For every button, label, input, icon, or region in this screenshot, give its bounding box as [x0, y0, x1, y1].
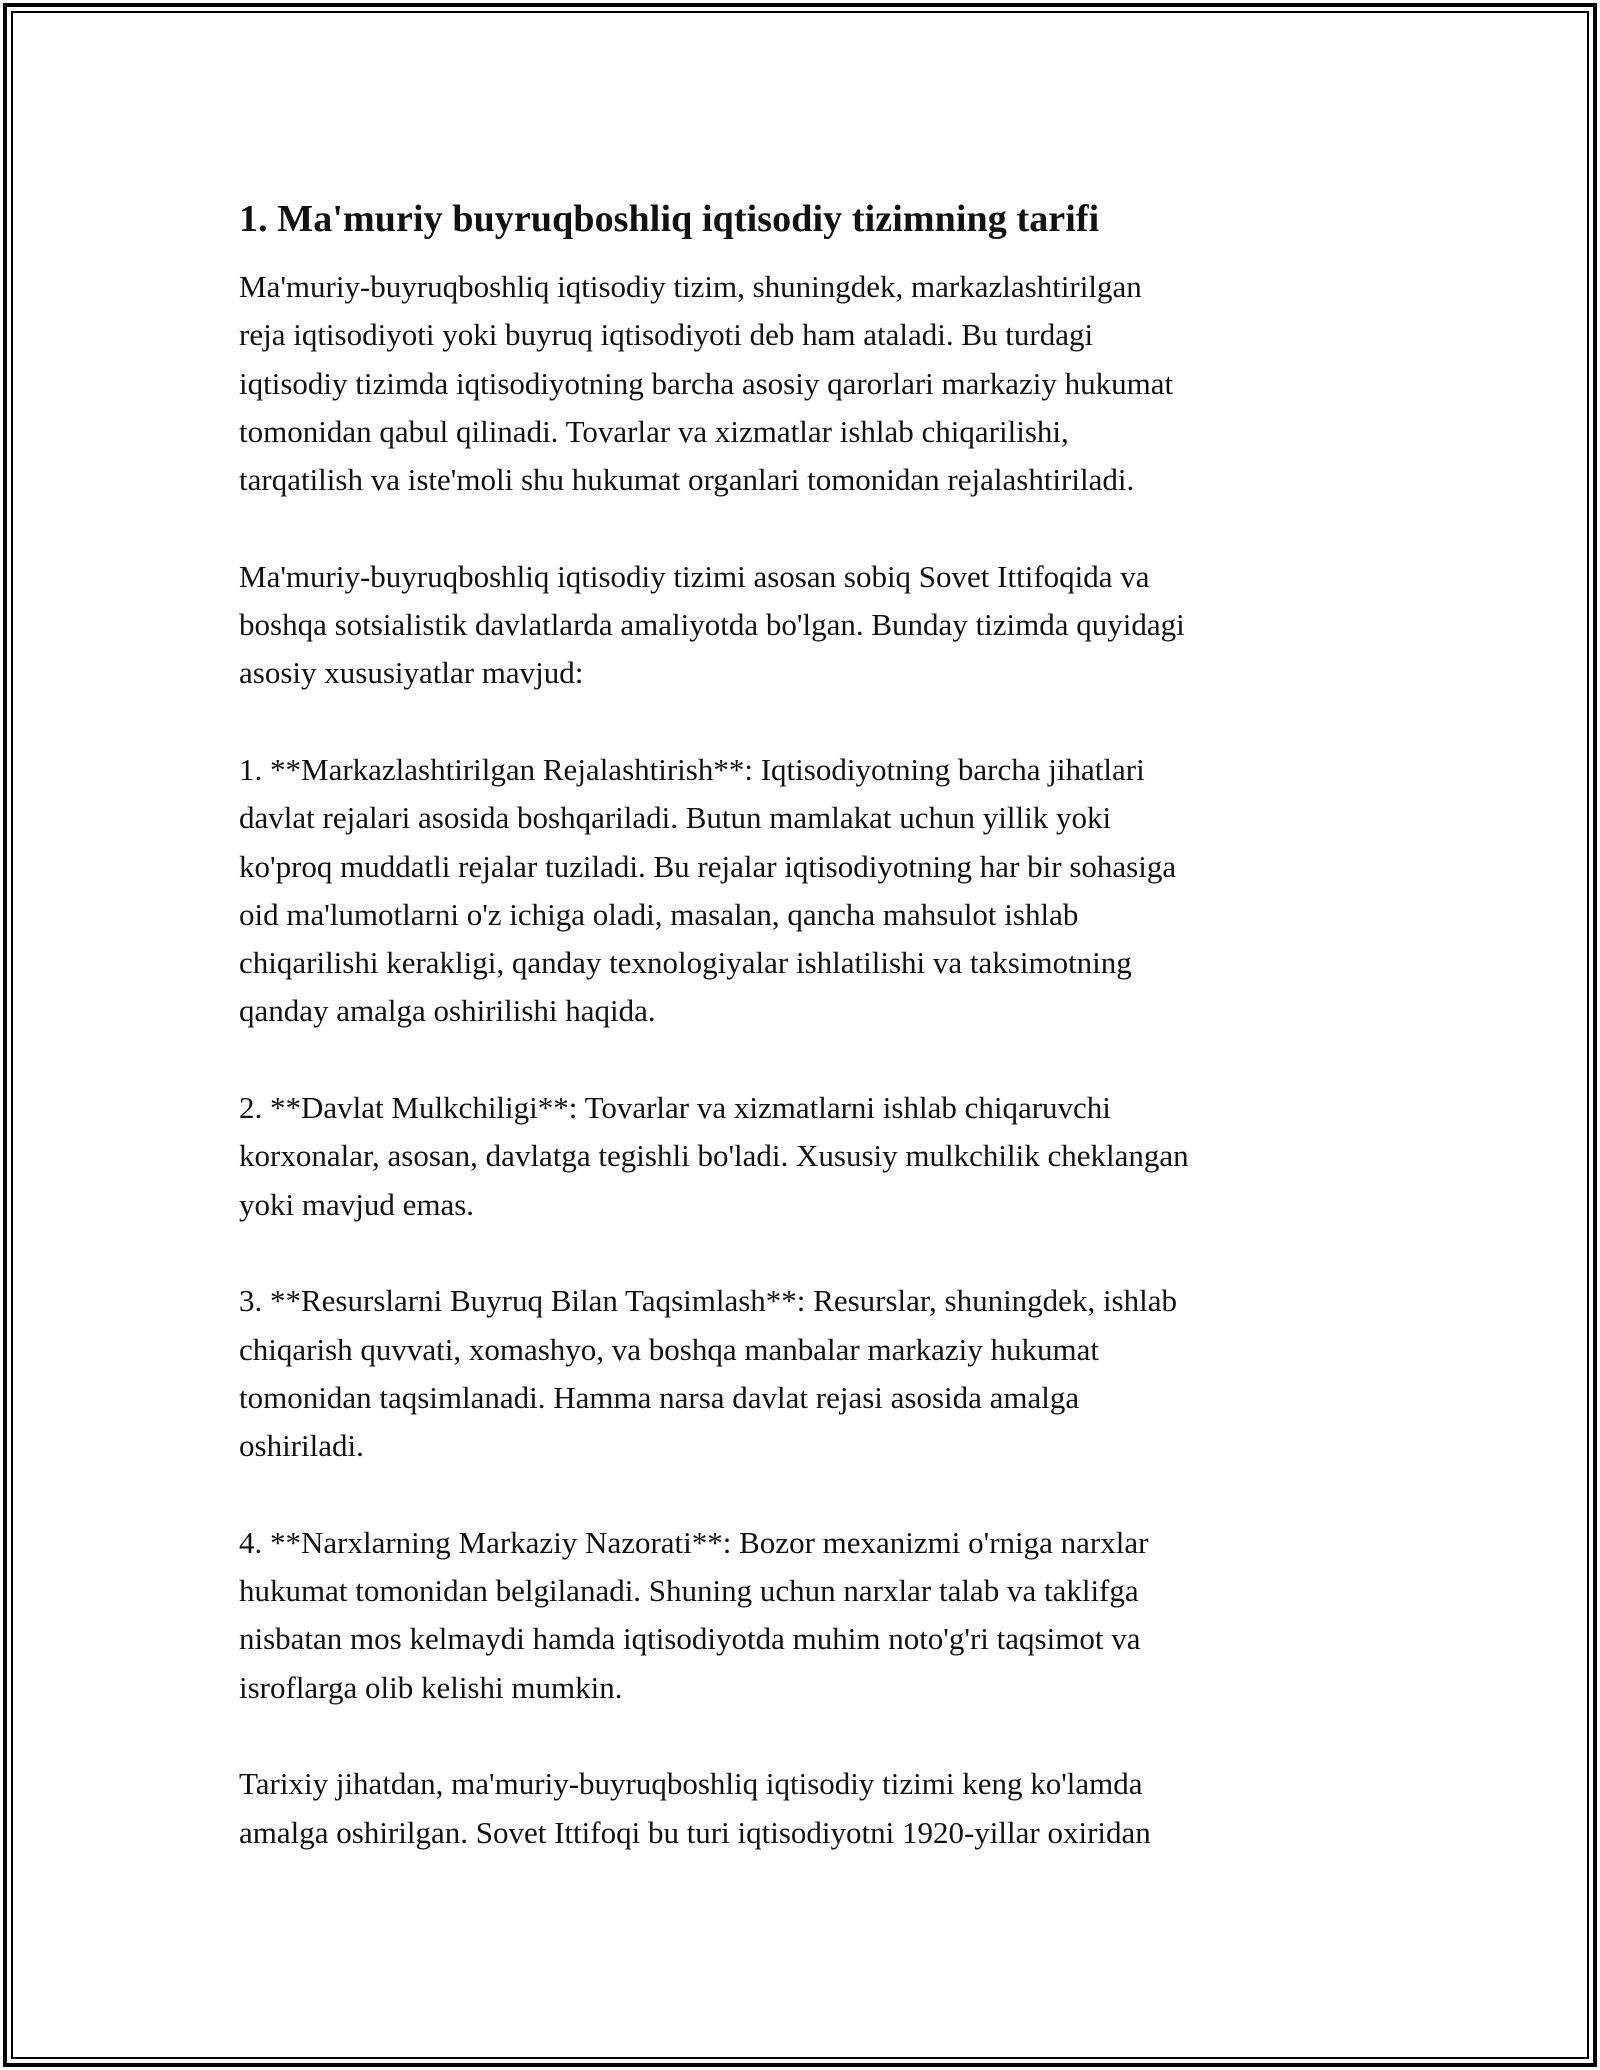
paragraph-feature-prices: 4. **Narxlarning Markaziy Nazorati**: Bozor mexanizmi o'rniga narxlar hukumat tomonidan belgilanadi. Shuning uchun narxlar talab va taklifga nisbatan mos kelmaydi hamda iqtisodiyotda muhim noto'g'ri taqsimot va isroflarga olib kelishi mumkin. — [239, 1524, 1149, 1705]
paragraph-feature-ownership: 2. **Davlat Mulkchiligi**: Tovarlar va xizmatlarni ishlab chiqaruvchi korxonalar, asosan, davlatga tegishli bo'ladi. Xususiy mulkchilik cheklangan yoki mavjud emas. — [239, 1090, 1189, 1222]
paragraph-history-intro: Ma'muriy-buyruqboshliq iqtisodiy tizimi asosan sobiq Sovet Ittifoqida va boshqa sotsialistik davlatlarda amaliyotda bo'lgan. Bunday tizimda quyidagi asosiy xususiyatlar mavjud: — [239, 558, 1185, 691]
document-body — [239, 193, 1389, 1857]
paragraph-feature-planning: 1. **Markazlashtirilgan Rejalashtirish**: Iqtisodiyotning barcha jihatlari davlat rejalari asosida boshqariladi. Butun mamlakat uchun yillik yoki ko'proq muddatli rejalar tuziladi. Bu rejalar iqtisodiyotning har bir sohasiga oid ma'lumotlarni o'z ichiga oladi, masalan, qancha mahsulot ishlab chiqarilishi kerakligi, qanday texnologiyalar ishlatilishi va taksimotning qanday amalga oshirilishi haqida. — [239, 751, 1177, 1029]
page-frame — [3, 3, 1597, 2067]
paragraph-feature-allocation: 3. **Resurslarni Buyruq Bilan Taqsimlash**: Resurslar, shuningdek, ishlab chiqarish quvvati, xomashyo, va boshqa manbalar markaziy hukumat tomonidan taqsimlanadi. Hamma narsa davlat rejasi asosida amalga oshiriladi. — [239, 1283, 1177, 1464]
document-title: 1. Ma'muriy buyruqboshliq iqtisodiy tizimning tarifi — [239, 198, 1100, 240]
paragraph-definition: Ma'muriy-buyruqboshliq iqtisodiy tizim, shuningdek, markazlashtirilgan reja iqtisodiyoti yoki buyruq iqtisodiyoti deb ham ataladi. Bu turdagi iqtisodiy tizimda iqtisodiyotning barcha asosiy qarorlari markaziy hukumat tomonidan qabul qilinadi. Tovarlar va xizmatlar ishlab chiqarilishi, tarqatilish va iste'moli shu hukumat organlari tomonidan rejalashtiriladi. — [239, 269, 1174, 498]
paragraph-historical: Tarixiy jihatdan, ma'muriy-buyruqboshliq iqtisodiy tizimi keng ko'lamda amalga oshirilgan. Sovet Ittifoqi bu turi iqtisodiyotni 1920-yillar oxiridan — [239, 1766, 1151, 1850]
